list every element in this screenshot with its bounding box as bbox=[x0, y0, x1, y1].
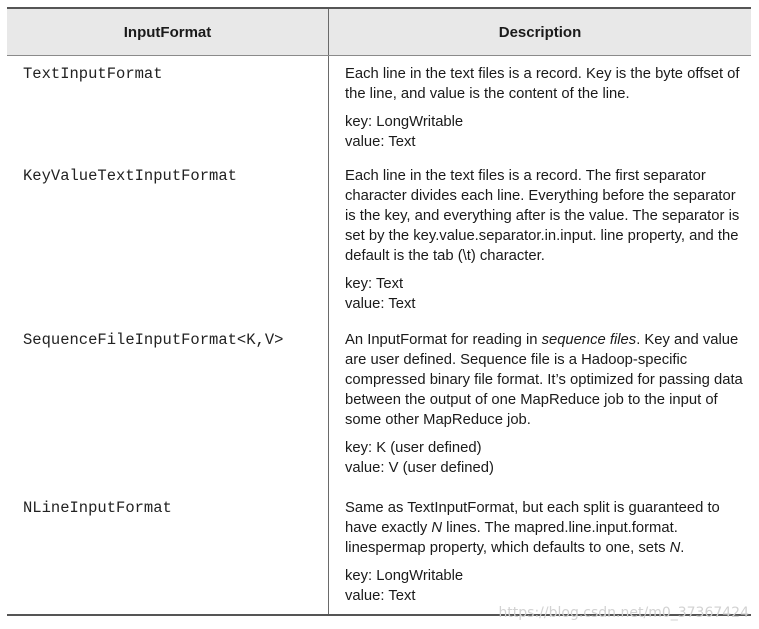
description-text bbox=[345, 330, 743, 430]
format-description bbox=[329, 322, 751, 490]
format-description bbox=[329, 56, 751, 158]
table-row bbox=[7, 490, 751, 614]
description-part: . bbox=[680, 540, 685, 556]
format-name: NLineInputFormat bbox=[7, 490, 329, 614]
table-row bbox=[7, 158, 751, 322]
description-text bbox=[345, 498, 743, 558]
description-part: . Key and value are user defined. Sequence file is a Hadoop-specific compressed binary file format. It’s optimized for passing data between the output of one MapReduce job to the input of some other MapReduce job. bbox=[345, 332, 743, 428]
format-description bbox=[329, 490, 751, 614]
key-type: key: Text bbox=[345, 276, 404, 292]
format-name: SequenceFileInputFormat<K,V> bbox=[7, 322, 329, 490]
format-name: KeyValueTextInputFormat bbox=[7, 158, 329, 322]
description-text: Each line in the text files is a record. The first separator character divides each line. Everything before the separator is the key, and everything after is the value. The separator is set by the key.value.separator.in.input. line property, and the default is the tab (\t) character. bbox=[345, 168, 740, 264]
value-type: value: Text bbox=[345, 134, 416, 150]
table-header-row bbox=[7, 9, 751, 56]
watermark: https://blog.csdn.net/m0_37367424 bbox=[498, 605, 749, 621]
key-value-types bbox=[345, 274, 743, 314]
description-text: Each line in the text files is a record. Key is the byte offset of the line, and value is the content of the line. bbox=[345, 66, 740, 102]
format-description bbox=[329, 158, 751, 322]
key-type: key: K (user defined) bbox=[345, 440, 482, 456]
description-emphasis: N bbox=[431, 520, 443, 536]
description-part: An InputFormat for reading in bbox=[345, 332, 542, 348]
key-value-types bbox=[345, 438, 743, 478]
key-type: key: LongWritable bbox=[345, 568, 464, 584]
key-value-types bbox=[345, 112, 743, 152]
value-type: value: Text bbox=[345, 296, 416, 312]
key-type: key: LongWritable bbox=[345, 114, 464, 130]
key-value-types bbox=[345, 566, 743, 606]
input-format-table bbox=[7, 7, 751, 616]
header-inputformat: InputFormat bbox=[7, 9, 329, 55]
description-part: Same as TextInputFormat, but each split is guaranteed to have exactly bbox=[345, 500, 720, 536]
header-description: Description bbox=[498, 23, 582, 41]
description-part: lines. The mapred.line.input.format. linespermap property, which defaults to one, sets bbox=[345, 520, 678, 556]
format-name: TextInputFormat bbox=[7, 56, 329, 158]
description-emphasis: sequence files bbox=[541, 332, 637, 348]
table-row bbox=[7, 322, 751, 490]
table-row bbox=[7, 56, 751, 158]
value-type: value: V (user defined) bbox=[345, 460, 494, 476]
description-emphasis: N bbox=[669, 540, 681, 556]
value-type: value: Text bbox=[345, 588, 416, 604]
